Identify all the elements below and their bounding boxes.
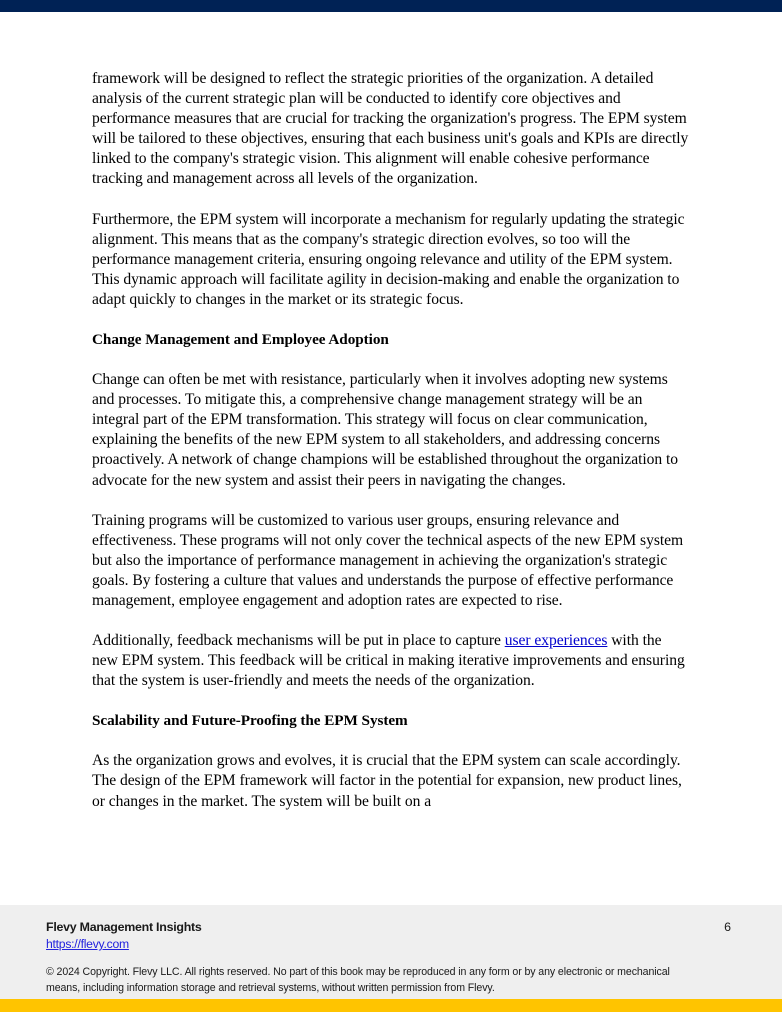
user-experiences-link[interactable]: user experiences — [504, 632, 608, 650]
footer-website-link[interactable]: https://flevy.com — [46, 937, 129, 952]
copyright-notice: © 2024 Copyright. Flevy LLC. All rights reserved. No part of this book may be reproduced in any form or by any electronic or mechanical means, including information storage and retrieval systems, without written permission from Flevy. — [46, 966, 670, 995]
paragraph: framework will be designed to reflect the strategic priorities of the organization. A detailed analysis of the current strategic plan will be conducted to identify core objectives and performance measures that are crucial for tracking the organization's progress. The EPM system will be tailored to these objectives, ensuring that each business unit's goals and KPIs are directly linked to the company's strategic vision. This alignment will enable cohesive performance tracking and management across all levels of the organization. — [92, 70, 689, 188]
paragraph: Furthermore, the EPM system will incorporate a mechanism for regularly updating the strategic alignment. This means that as the company's strategic direction evolves, so too will the performance management criteria, ensuring ongoing relevance and utility of the EPM system. This dynamic approach will facilitate agility in decision-making and enable the organization to adapt quickly to changes in the market or its strategic focus. — [92, 210, 685, 308]
paragraph-text-after-link: with the new EPM system. This feedback will be critical in making iterative improvements and ensuring that the system is user-friendly and meets the needs of the organization. — [92, 632, 685, 690]
top-accent-band — [0, 0, 782, 12]
document-body — [0, 12, 782, 905]
page-number: 6 — [724, 920, 731, 934]
section-heading: Change Management and Employee Adoption — [92, 331, 389, 349]
paragraph: Training programs will be customized to various user groups, ensuring relevance and effectiveness. These programs will not only cover the technical aspects of the new EPM system but also the importance of performance management in achieving the organization's strategic goals. By fostering a culture that values and understands the purpose of effective performance management, employee engagement and adoption rates are expected to rise. — [92, 511, 684, 609]
paragraph-with-link — [92, 631, 690, 691]
page-footer — [0, 905, 782, 999]
bottom-accent-band — [0, 999, 782, 1012]
paragraph: Change can often be met with resistance, particularly when it involves adopting new systems and processes. To mitigate this, a comprehensive change management strategy will be an integral part of the EPM transformation. This strategy will focus on clear communication, explaining the benefits of the new EPM system to all stakeholders, and addressing concerns proactively. A network of change champions will be established throughout the organization to advocate for the new system and assist their peers in navigating the changes. — [92, 371, 679, 489]
footer-brand-block — [46, 919, 202, 952]
footer-brand-name: Flevy Management Insights — [46, 920, 202, 934]
footer-top-row — [46, 919, 736, 952]
section-heading: Scalability and Future-Proofing the EPM System — [92, 712, 408, 730]
paragraph: As the organization grows and evolves, it is crucial that the EPM system can scale accordingly. The design of the EPM framework will factor in the potential for expansion, new product lines, or changes in the market. The system will be built on a — [92, 752, 682, 810]
paragraph-text-before-link: Additionally, feedback mechanisms will be put in place to capture — [92, 632, 505, 650]
